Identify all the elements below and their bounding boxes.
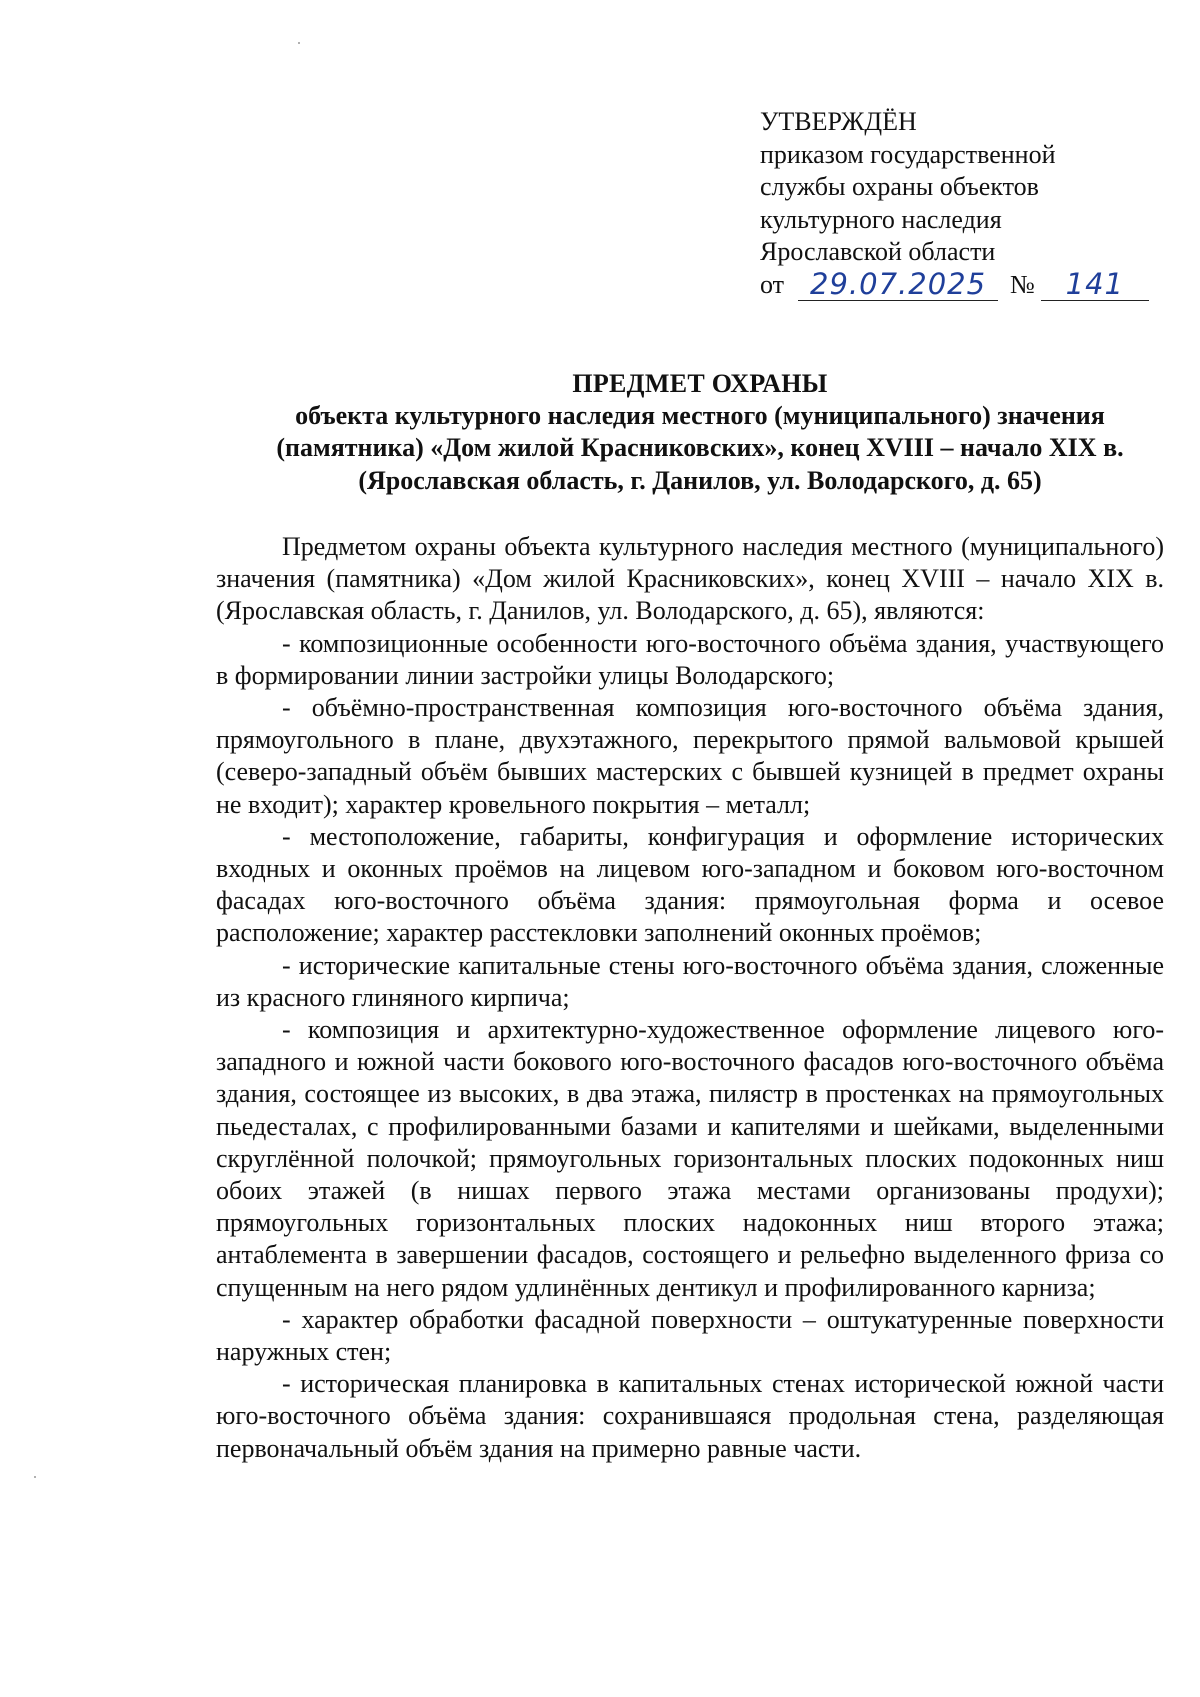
title-address: (Ярославская область, г. Данилов, ул. Володарского, д. 65) — [358, 465, 1042, 495]
title-subline: объекта культурного наследия местного (муниципального) значения — [295, 401, 1105, 431]
title-heading: ПРЕДМЕТ ОХРАНЫ — [572, 369, 828, 398]
order-date-number-row — [760, 269, 1160, 302]
approval-line: Ярославской области — [760, 237, 996, 266]
handwritten-order-number: 141 — [1041, 270, 1149, 301]
title-subline: (памятника) «Дом жилой Красниковских», конец XVIII – начало XIX в. — [276, 433, 1124, 463]
list-item: - композиция и архитектурно-художественное оформление лицевого юго-западного и южной части бокового юго-восточного фасадов юго-восточного объёма здания, состоящее из высоких, в два этажа, пилястр в простенках на прямоугольных пьедесталах, с профилированными базами и капителями и шейками, выделенными скруглённой полочкой; прямоугольных горизонтальных плоских подоконных ниш обоих этажей (в нишах первого этажа местами организованы продухи); прямоугольных горизонтальных плоских надоконных ниш второго этажа; антаблемента в завершении фасадов, состоящего и рельефно выделенного фриза со спущенным на него рядом удлинённых дентикул и профилированного карниза; — [216, 1015, 1164, 1302]
list-item: - композиционные особенности юго-восточного объёма здания, участвующего в формировании линии застройки улицы Володарского; — [216, 628, 1164, 690]
approval-line: приказом государственной — [760, 139, 1056, 169]
approval-line: культурного наследия — [760, 204, 1002, 234]
handwritten-order-date: 29.07.2025 — [798, 270, 998, 301]
document-title — [200, 368, 1200, 497]
number-label: № — [1010, 269, 1035, 299]
list-item: - исторические капитальные стены юго-восточного объёма здания, сложенные из красного глиняного кирпича; — [216, 950, 1164, 1012]
list-item: - местоположение, габариты, конфигурация и оформление исторических входных и оконных проёмов на лицевом юго-западном и боковом юго-восточном фасадах юго-восточного объёма здания: прямоугольная форма и осевое расположение; характер расстекловки заполнений оконных проёмов; — [216, 821, 1164, 948]
list-item: - характер обработки фасадной поверхности – оштукатуренные поверхности наружных стен; — [216, 1304, 1164, 1367]
from-label: от — [760, 269, 785, 299]
document-body — [216, 531, 1164, 1465]
intro-paragraph: Предметом охраны объекта культурного наследия местного (муниципального) значения (памятника) «Дом жилой Красниковских», конец XVIII – начало XIX в. (Ярославская область, г. Данилов, ул. Володарского, д. 65), являются: — [216, 532, 1164, 626]
approval-block — [760, 106, 1160, 301]
list-item: - объёмно-пространственная композиция юго-восточного объёма здания, прямоугольного в плане, двухэтажного, перекрытого прямой вальмовой крышей (северо-западный объём бывших мастерских с бывшей кузницей в предмет охраны не входит); характер кровельного покрытия – металл; — [216, 693, 1164, 819]
approval-heading: УТВЕРЖДЁН — [760, 107, 917, 136]
list-item: - историческая планировка в капитальных стенах исторической южной части юго-восточного объёма здания: сохранившаяся продольная стена, разделяющая первоначальный объём здания на примерно равные части. — [216, 1369, 1164, 1463]
scan-speck — [34, 1476, 36, 1478]
scan-speck — [298, 42, 300, 44]
approval-line: службы охраны объектов — [760, 172, 1039, 201]
